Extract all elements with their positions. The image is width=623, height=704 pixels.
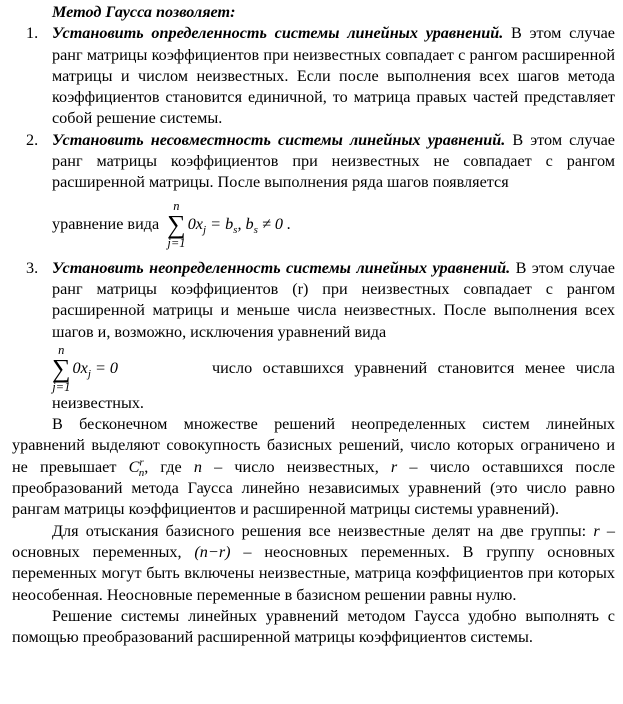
item-tail-end: неизвестных. [52, 393, 144, 412]
sum-lower: j=1 [52, 379, 71, 394]
paragraph-augmented-matrix: Решение системы линейных уравнений методом Гаусса удобно выполнять с помощью преобразований расширенной матрицы коэффициентов системы. [12, 606, 615, 647]
item-text: В этом случае ранг матрицы коэффициентов при неизвестных не совпадает с рангом расширенной матрицы. После выполнения ряда шагов появляется [52, 130, 615, 192]
item-number: 1. [26, 24, 39, 43]
item-lead: Установить несовместность системы линейных уравнений. [52, 130, 506, 149]
tail-word: оставшихся [262, 359, 344, 378]
equation-body: $0x_j = b_s$, $b_s \ne 0$ . [187, 215, 292, 237]
equation-body: $0x_j = 0$ [72, 359, 119, 381]
sum-symbol [167, 200, 186, 249]
paragraph-variable-groups: Для отыскания базисного решения все неизвестные делят на две группы: r – основных переменных, (n−r) – неосновных переменных. В группу основных переменных могут быть включены неизвестные, матрица коэффициентов при которых неособенная. Неосновные переменные в базисном решении равны нулю. [12, 521, 615, 604]
equation-label: уравнение вида [52, 215, 160, 234]
item-lead: Установить определенность системы линейных уравнений. [52, 24, 504, 43]
sigma-icon: ∑ [167, 209, 186, 239]
tail-word: числа [575, 359, 615, 378]
equation-line [52, 196, 615, 254]
tail-word: менее [524, 359, 566, 378]
sum-symbol [52, 344, 71, 393]
sigma-icon: ∑ [52, 353, 71, 383]
sum-upper: n [58, 343, 65, 358]
tail-word: число [212, 359, 253, 378]
list-item [12, 130, 615, 254]
item-lead: Установить неопределенность системы линейных уравнений. [52, 258, 511, 277]
method-list [12, 23, 615, 414]
equation-tail [212, 358, 615, 379]
equation-line [52, 345, 615, 393]
item-number: 2. [26, 130, 39, 149]
equation-expression [52, 344, 212, 393]
tail-word: уравнений [354, 359, 428, 378]
tail-word: становится [437, 359, 515, 378]
paragraph-basis-solutions: В бесконечном множестве решений неопределенных систем линейных уравнений выделяют совокупность базисных решений, число которых ограничено и не превышает $C^r_n$, где n – число неизвестных, r – число оставшихся после преобразований метода Гаусса линейно независимых уравнений (это число равно рангам матрицы коэффициентов и расширенной матрицы системы уравнений). [12, 415, 615, 519]
list-item [12, 258, 615, 414]
item-number: 3. [26, 258, 39, 277]
list-item [12, 23, 615, 129]
sum-upper: n [173, 199, 180, 214]
combination-symbol: $C^r_n$ [128, 456, 145, 479]
section-title: Метод Гаусса позволяет: [52, 3, 236, 21]
sum-lower: j=1 [167, 235, 186, 250]
item-text: В этом случае ранг матрицы коэффициентов при неизвестных совпадает с рангом расширенной матрицы и числом неизвестных. Если после выполнения всех шагов метода коэффициентов становится единичной, то матрица правых частей представляет собой решение системы. [52, 24, 615, 128]
item-text: В этом случае ранг матрицы коэффициентов (r) при неизвестных совпадает с рангом расширенной матрицы и меньше числа неизвестных. После выполнения всех шагов и, возможно, исключения уравнений вида [52, 258, 615, 341]
